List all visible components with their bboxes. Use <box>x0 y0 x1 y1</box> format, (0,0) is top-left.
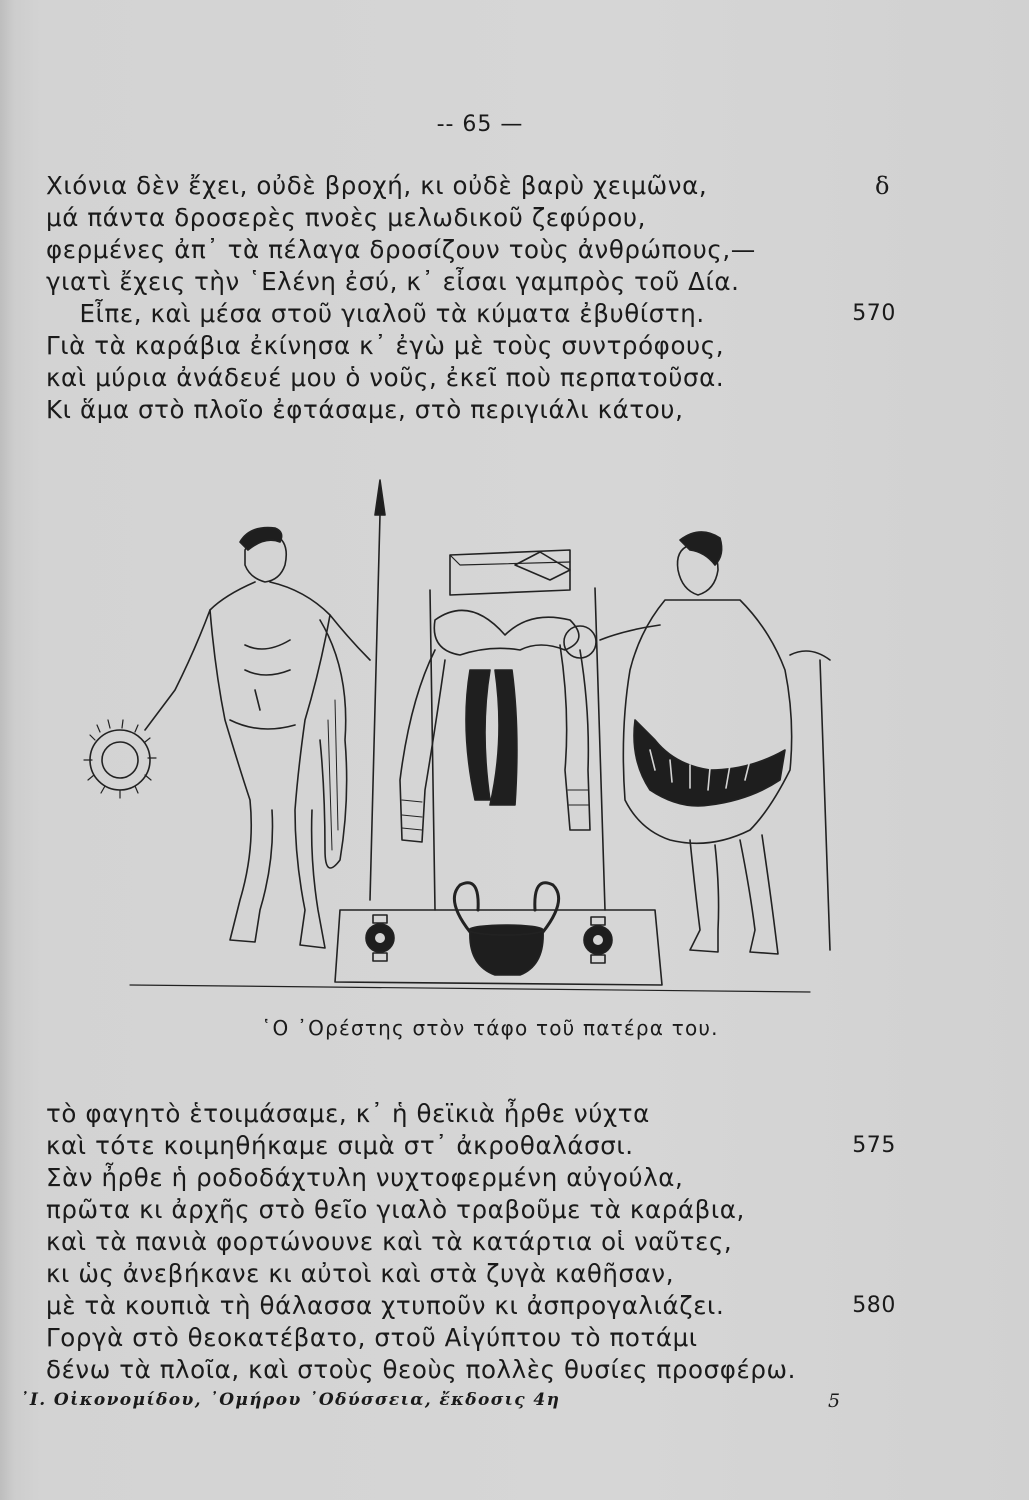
verse-line <box>46 1130 896 1162</box>
verse-line <box>46 1290 896 1322</box>
verse-text: φερμένες ἀπ᾽ τὰ πέλαγα δροσίζουν τοὺς ἀνθρώπους,— <box>46 235 756 264</box>
verse-text: Κι ἅμα στὸ πλοῖο ἐφτάσαμε, στὸ περιγιάλι κάτου, <box>46 395 684 424</box>
verse-text: κι ὡς ἀνεβήκανε κι αὐτοὶ καὶ στὰ ζυγὰ καθῆσαν, <box>46 1259 675 1288</box>
verse-line <box>46 1098 896 1130</box>
footer-source-citation: ᾽Ι. Οἰκονομίδου, ᾽Ομήρου ᾽Οδύσσεια, ἔκδοσις 4η <box>20 1390 561 1410</box>
verse-line <box>46 266 896 298</box>
verse-line <box>46 1322 896 1354</box>
verse-line <box>46 330 896 362</box>
verse-text: καὶ μύρια ἀνάδευέ μου ὁ νοῦς, ἐκεῖ ποὺ περπατοῦσα. <box>46 363 725 392</box>
vase-painting-illustration <box>50 470 870 1010</box>
line-number: 580 <box>852 1293 896 1318</box>
verse-text: καὶ τὰ πανιὰ φορτώνουνε καὶ τὰ κατάρτια οἱ ναῦτες, <box>46 1227 733 1256</box>
verse-line <box>46 1258 896 1290</box>
verse-text: μὲ τὰ κουπιὰ τὴ θάλασσα χτυποῦν κι ἀσπρογαλιάζει. <box>46 1291 725 1320</box>
line-number: 570 <box>852 301 896 326</box>
verse-line <box>46 202 896 234</box>
verse-line <box>46 394 896 426</box>
verse-text: Γοργὰ στὸ θεοκατέβατο, στοῦ Αἰγύπτου τὸ ποτάμι <box>46 1323 698 1352</box>
page-number: -- 65 — <box>436 112 524 137</box>
ground-line <box>130 985 810 992</box>
footer-signature-mark: 5 <box>828 1390 841 1412</box>
verse-text: Γιὰ τὰ καράβια ἐκίνησα κ᾽ ἐγὼ μὲ τοὺς συντρόφους, <box>46 331 725 360</box>
verse-text: Χιόνια δὲν ἔχει, οὐδὲ βροχή, κι οὐδὲ βαρὺ χειμῶνα, <box>46 171 708 200</box>
rosette-left <box>366 915 394 961</box>
book-letter: δ <box>874 172 890 200</box>
tomb-stele <box>335 550 662 985</box>
verse-text: τὸ φαγητὸ ἑτοιμάσαμε, κ᾽ ἡ θεϊκιὰ ἦρθε νύχτα <box>46 1099 650 1128</box>
verse-line <box>46 234 896 266</box>
verse-text: πρῶτα κι ἀρχῆς στὸ θεῖο γιαλὸ τραβοῦμε τὰ καράβια, <box>46 1195 745 1224</box>
verse-line <box>46 1194 896 1226</box>
verse-line <box>46 1162 896 1194</box>
figure-caption: ῾Ο ᾽Ορέστης στὸν τάφο τοῦ πατέρα του. <box>261 1016 719 1040</box>
verse-text: γιατὶ ἔχεις τὴν ῾Ελένη ἐσύ, κ᾽ εἶσαι γαμπρὸς τοῦ Δία. <box>46 267 740 296</box>
verse-text: δένω τὰ πλοῖα, καὶ στοὺς θεοὺς πολλὲς θυσίες προσφέρω. <box>46 1355 797 1384</box>
kantharos-vase <box>454 883 558 975</box>
verse-text: καὶ τότε κοιμηθήκαμε σιμὰ στ᾽ ἀκροθαλάσσι. <box>46 1131 634 1160</box>
line-number: 575 <box>852 1133 896 1158</box>
verse-line <box>46 362 896 394</box>
verse-text: μά πάντα δροσερὲς πνοὲς μελωδικοῦ ζεφύρου, <box>46 203 647 232</box>
verse-line <box>46 1226 896 1258</box>
verse-text: Σὰν ἦρθε ἡ ροδοδάχτυλη νυχτοφερμένη αὐγούλα, <box>46 1163 684 1192</box>
rosette-right <box>584 917 612 963</box>
verse-line <box>46 170 896 202</box>
verse-line <box>46 1354 896 1386</box>
verse-line <box>46 298 896 330</box>
verse-text: Εἶπε, καὶ μέσα στοῦ γιαλοῦ τὰ κύματα ἐβυθίστη. <box>46 299 705 328</box>
nude-youth-figure <box>84 480 385 948</box>
